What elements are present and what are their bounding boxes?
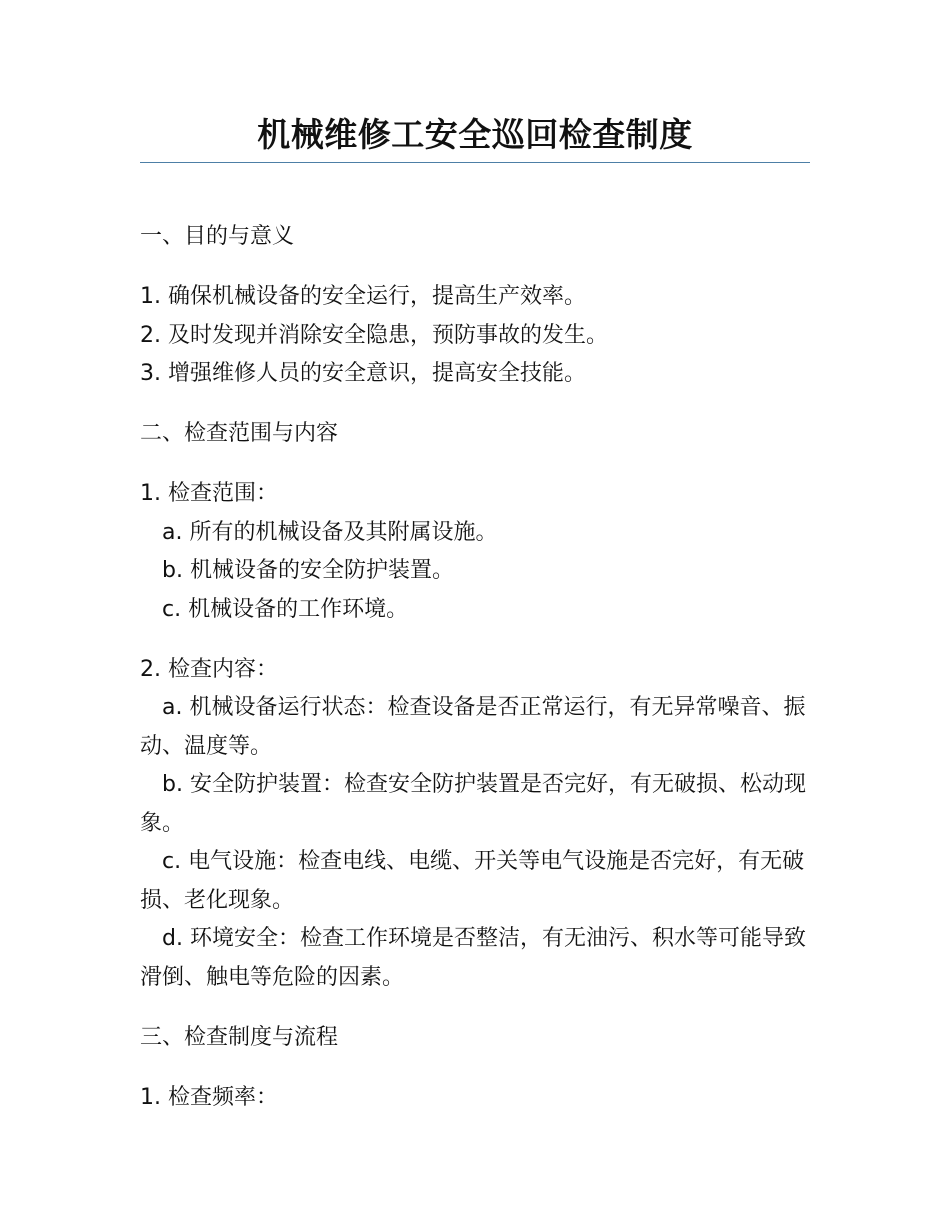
list-item: a. 所有的机械设备及其附属设施。 bbox=[162, 519, 498, 545]
list-item: c. 机械设备的工作环境。 bbox=[162, 596, 409, 622]
subsection-label-frequency: 1. 检查频率： bbox=[140, 1084, 278, 1110]
document-body bbox=[140, 218, 810, 1117]
subsection-label-content: 2. 检查内容： bbox=[140, 656, 278, 682]
list-item: d. 环境安全：检查工作环境是否整洁，有无油污、积水等可能导致滑倒、触电等危险的因素。 bbox=[140, 926, 806, 990]
document-title: 机械维修工安全巡回检查制度 bbox=[257, 115, 693, 154]
list-item: a. 机械设备运行状态：检查设备是否正常运行，有无异常噪音、振动、温度等。 bbox=[140, 695, 806, 759]
section-heading-purpose: 一、目的与意义 bbox=[140, 224, 295, 249]
list-item: 3. 增强维修人员的安全意识，提高安全技能。 bbox=[140, 361, 586, 386]
list-item: 1. 确保机械设备的安全运行，提高生产效率。 bbox=[140, 284, 586, 309]
subsection-label-scope: 1. 检查范围： bbox=[140, 481, 278, 506]
list-item: 2. 及时发现并消除安全隐患，预防事故的发生。 bbox=[140, 322, 608, 348]
list-item: c. 电气设施：检查电线、电缆、开关等电气设施是否完好，有无破损、老化现象。 bbox=[140, 849, 805, 913]
list-item: b. 安全防护装置：检查安全防护装置是否完好，有无破损、松动现象。 bbox=[140, 772, 806, 836]
section-heading-scope-content: 二、检查范围与内容 bbox=[140, 421, 339, 446]
title-underline bbox=[140, 162, 810, 163]
section-heading-procedure: 三、检查制度与流程 bbox=[140, 1024, 339, 1050]
list-item: b. 机械设备的安全防护装置。 bbox=[162, 558, 454, 583]
